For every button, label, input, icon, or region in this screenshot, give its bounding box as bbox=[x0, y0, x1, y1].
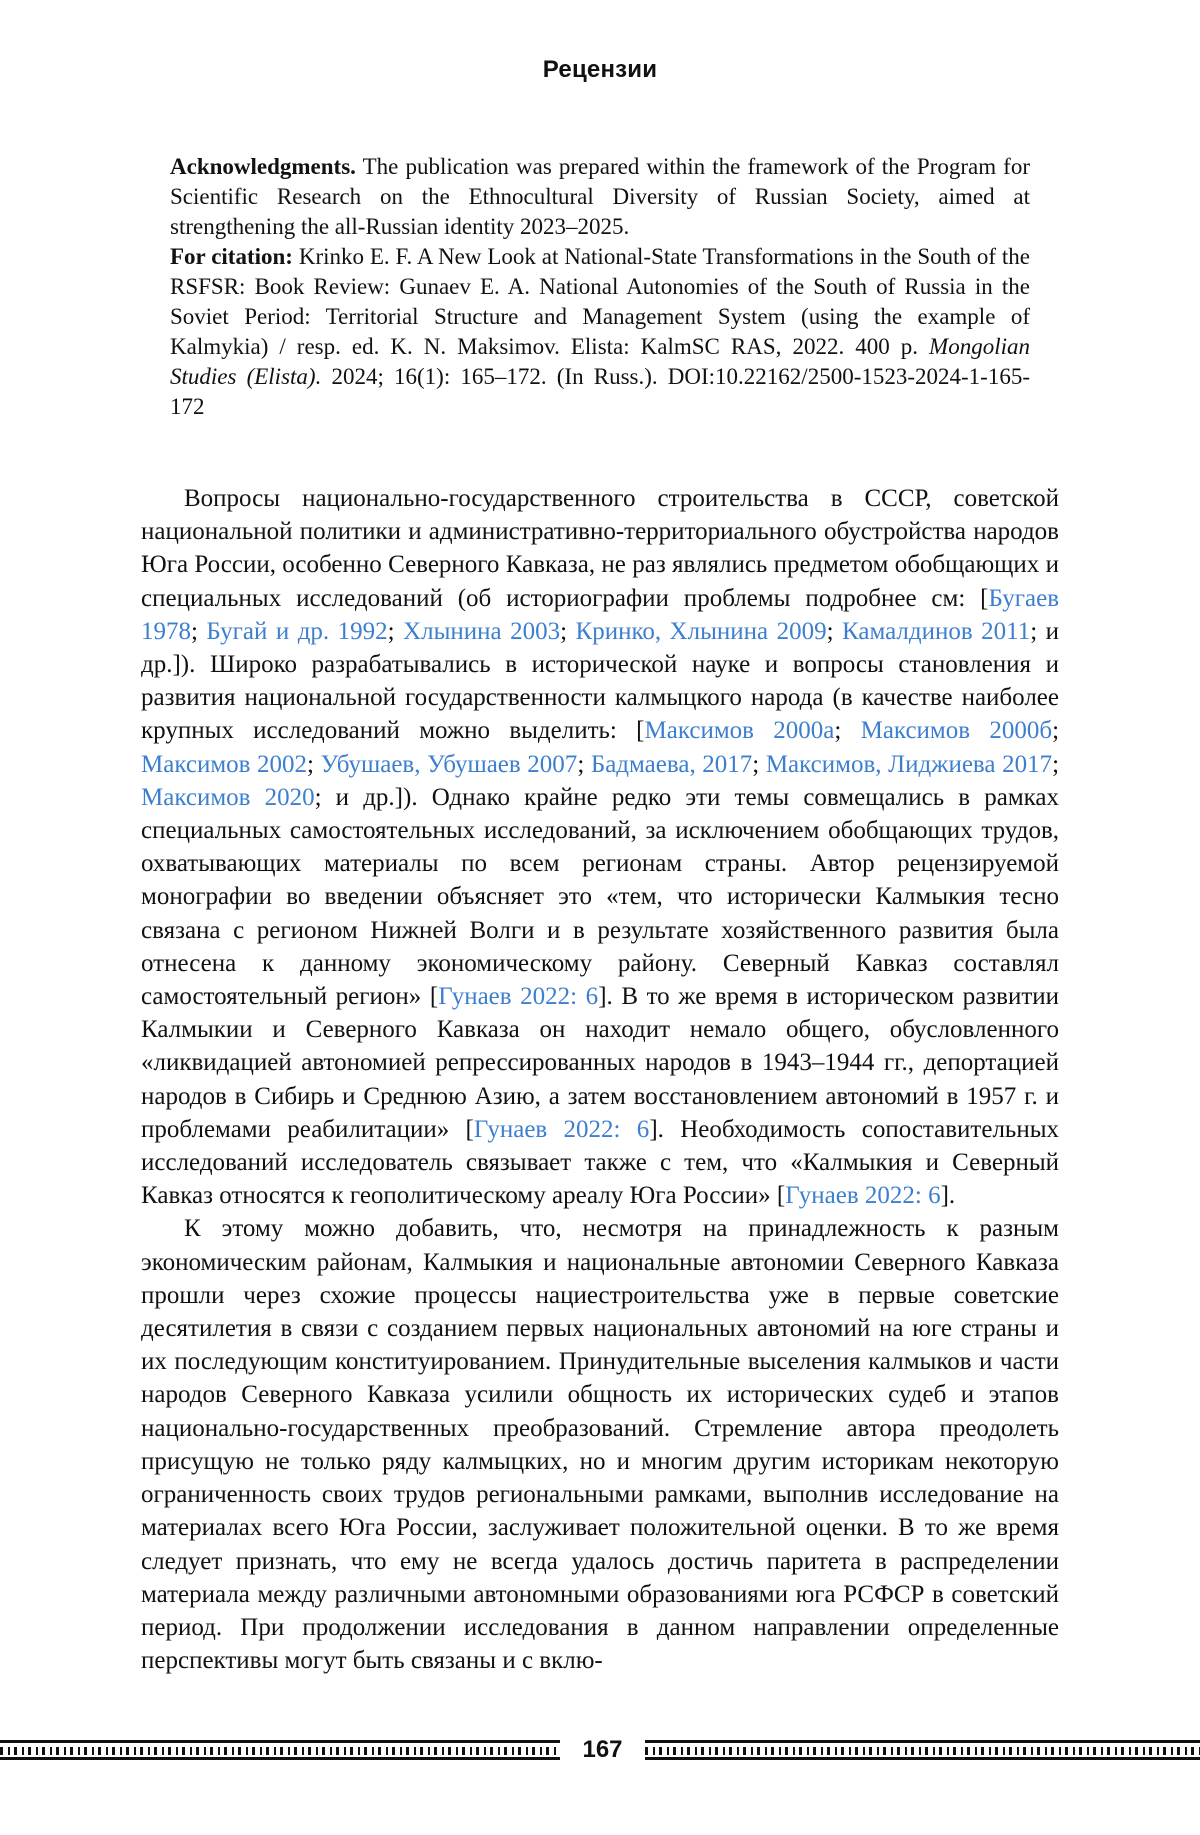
body-text-run: ]. bbox=[940, 1182, 956, 1210]
body-text-run: ; bbox=[577, 750, 591, 778]
body-text-run: ; bbox=[826, 617, 842, 645]
body-text-run: ; bbox=[752, 750, 766, 778]
body-paragraph bbox=[141, 1212, 1059, 1677]
citation-link[interactable]: Убушаев, Убушаев 2007 bbox=[320, 750, 578, 778]
body-text-run: ; bbox=[1052, 750, 1060, 778]
page-footer bbox=[0, 1737, 1200, 1763]
citation-link[interactable]: Гунаев 2022: 6 bbox=[473, 1115, 650, 1143]
citation-link[interactable]: Бугаев 1978 bbox=[141, 584, 1059, 645]
body-text-run: ; bbox=[387, 617, 404, 645]
body-text-run: ; и др.]). Широко разрабатывались в исторической науке и вопросы становления и развития национальной государственности калмыцкого народа (в качестве наиболее крупных исследований можно выделить: [ bbox=[141, 617, 1060, 745]
citation-link[interactable]: Максимов 2000б bbox=[860, 717, 1053, 745]
body-text-run: ; bbox=[560, 617, 576, 645]
citation bbox=[170, 242, 1030, 422]
meander-ornament-right bbox=[645, 1740, 1200, 1760]
running-header: Рецензии bbox=[542, 56, 658, 83]
page-number: 167 bbox=[582, 1736, 623, 1763]
body-paragraph bbox=[141, 482, 1059, 1212]
citation-text: Krinko E. F. A New Look at National-State Transformations in the South of the RSFSR: Book Review: Gunaev E. A. National Autonomies of the South of Russia in the Soviet Period: Territorial Structure and Management System (using the example of Kalmykia) / resp. ed. K. N. Maksimov. Elista: KalmSC RAS, 2022. 400 p. bbox=[170, 244, 1030, 359]
body-text-run: ; bbox=[1052, 717, 1060, 745]
citation-link[interactable]: Камалдинов 2011 bbox=[842, 617, 1031, 645]
citation-link[interactable]: Максимов 2000а bbox=[644, 717, 835, 745]
acknowledgments bbox=[170, 152, 1030, 242]
citation-link[interactable]: Кринко, Хлынина 2009 bbox=[575, 617, 827, 645]
citation-link[interactable]: Бадмаева, 2017 bbox=[590, 750, 753, 778]
body-text-run: ; bbox=[834, 717, 861, 745]
citation-link[interactable]: Максимов 2020 bbox=[141, 783, 315, 811]
body-text-run: ; и др.]). Однако крайне редко эти темы совмещались в рамках специальных самостоятельных исследований, за исключением обобщающих трудов, охватывающих материалы по всем регионам страны. Автор рецензируемой монографии во введении объясняет это «тем, что исторически Калмыкия тесно связана с регионом Нижней Волги и в результате хозяйственного развития была отнесена к данному экономическому району. Северный Кавказ составлял самостоятельный регион» [ bbox=[141, 783, 1060, 1011]
citation-link[interactable]: Максимов, Лиджиева 2017 bbox=[765, 750, 1053, 778]
body-text-run: ; bbox=[191, 617, 207, 645]
citation-label: For citation: bbox=[170, 244, 293, 269]
article-body bbox=[141, 482, 1059, 1677]
citation-journal: Mongolian Studies (Elista). bbox=[170, 334, 1030, 389]
meander-ornament-left bbox=[0, 1740, 560, 1760]
body-text-run: К этому можно добавить, что, несмотря на принадлежность к разным экономическим районам, Калмыкия и национальные автономии Северного Кавказа прошли через схожие процессы нациестроительства уже в первые советские десятилетия в связи с созданием первых национальных автономий на юге страны и их последующим конституированием. Принудительные выселения калмыков и части народов Северного Кавказа усилили общность их исторических судеб и этапов национально-государственных преобразований. Стремление автора преодолеть присущую не только ряду калмыцких, но и многим другим историкам некоторую ограниченность своих трудов региональными рамками, выполнив исследование на материалах всего Юга России, заслуживает положительной оценки. В то же время следует признать, что ему не всегда удалось достичь паритета в распределении материала между различными автономными образованиями юга РСФСР в советский период. При продолжении исследования в данном направлении определенные перспективы могут быть связаны и с вклю- bbox=[141, 1215, 1059, 1675]
acknowledgments-text: The publication was prepared within the framework of the Program for Scientific Research on the Ethnocultural Diversity of Russian Society, aimed at strengthening the all-Russian identity 2023–2025. bbox=[170, 154, 1030, 239]
citation-link[interactable]: Хлынина 2003 bbox=[403, 617, 561, 645]
citation-details: 2024; 16(1): 165–172. (In Russ.). DOI:10.22162/2500-1523-2024-1-165-172 bbox=[170, 364, 1030, 419]
acknowledgments-block bbox=[170, 152, 1030, 422]
citation-link[interactable]: Бугай и др. 1992 bbox=[206, 617, 388, 645]
citation-link[interactable]: Максимов 2002 bbox=[141, 750, 308, 778]
body-text-run: Вопросы национально-государственного строительства в СССР, советской национальной политики и административно-территориального обустройства народов Юга России, особенно Северного Кавказа, не раз являлись предметом обобщающих и специальных исследований (об историографии проблемы подробнее см: [ bbox=[141, 485, 1059, 612]
body-text-run: ]. Необходимость сопоставительных исследований исследователь связывает также с тем, что «Калмыкия и Северный Кавказ относятся к геополитическому ареалу Юга России» [ bbox=[141, 1115, 1059, 1210]
citation-link[interactable]: Гунаев 2022: 6 bbox=[785, 1182, 941, 1210]
citation-link[interactable]: Гунаев 2022: 6 bbox=[438, 983, 599, 1011]
acknowledgments-label: Acknowledgments. bbox=[170, 154, 356, 179]
body-text-run: ]. В то же время в историческом развитии Калмыкии и Северного Кавказа он находит немало общего, обусловленного «ликвидацией автономией репрессированных народов в 1943–1944 гг., депортацией народов в Сибирь и Среднюю Азию, а затем восстановлением автономий в 1957 г. и проблемами реабилитации» [ bbox=[141, 983, 1060, 1143]
body-text-run: ; bbox=[307, 750, 321, 778]
